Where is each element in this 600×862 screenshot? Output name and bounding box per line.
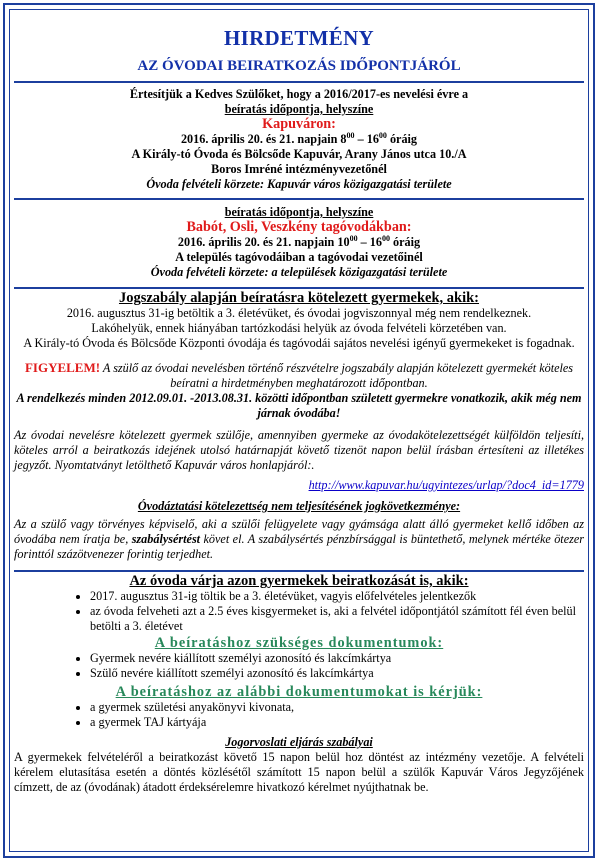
list-item: • az óvoda felveheti azt a 2.5 éves kisgyermeket is, aki a felvétel időpontjától számított fél éven belül betölti a 3. életévet bbox=[90, 604, 584, 634]
section-heading: beíratás időpontja, helyszíne bbox=[224, 205, 374, 219]
section-heading: Jogszabály alapján beíratásra kötelezett gyermekek, akik: bbox=[118, 290, 480, 306]
consequence-heading: Óvodáztatási kötelezettség nem teljesítésének jogkövetkezménye: bbox=[137, 499, 461, 513]
obligation-section bbox=[14, 291, 584, 562]
address: A Király-tó Óvoda és Bölcsőde Kapuvár, Arany János utca 10./A bbox=[131, 147, 467, 161]
abroad-text: Az óvodai nevelésre kötelezett gyermek szülője, amennyiben gyermeke az óvodakötelezettségét külföldön teljesíti, köteles arról a beiratkozás idejének utolsó határnapját követő tizenöt napon belül írásban értesíteni az illetékes jegyzőt. Nyomtatványt letölthető Kapuvár város honlapjáról:. bbox=[14, 428, 584, 472]
district-text: Óvoda felvételi körzete: a települések közigazgatási területe bbox=[150, 265, 448, 279]
district-text: Óvoda felvételi körzete: Kapuvár város közigazgatási területe bbox=[146, 177, 452, 191]
enrollment-date: 2016. április 20. és 21. napjain $10^{00} - 16^{00}$ óráig bbox=[177, 233, 421, 249]
place-name: Kapuváron: bbox=[262, 116, 336, 132]
kapuvar-section bbox=[14, 87, 584, 192]
page-title: HIRDETMÉNY bbox=[223, 26, 374, 50]
list-item: • a gyermek TAJ kártyája bbox=[90, 715, 584, 730]
section-heading: beíratás időpontja, helyszíne bbox=[224, 102, 374, 116]
list-item: • a gyermek születési anyakönyvi kivonata, bbox=[90, 700, 584, 715]
consequence-text: Az a szülő vagy törvényes képviselő, aki a szülői felügyelete vagy gyámsága alatt álló gyermeket kellő időben az óvodába nem íratja be, szabálysértést követ el. A szabálysértés pénzbírsággal is büntethető, melynek mértéke ötezer forinttól százötvenezer forintig terjedhet. bbox=[14, 517, 584, 561]
divider bbox=[14, 570, 584, 572]
divider bbox=[14, 287, 584, 289]
divider bbox=[14, 81, 584, 83]
extra-docs-heading: A beíratáshoz az alábbi dokumentumokat is kérjük: bbox=[115, 684, 483, 700]
other-children-section bbox=[14, 574, 584, 795]
legal-text: A gyermekek felvételéről a beiratkozást követő 15 napon belül hoz döntést az intézmény vezetője. A felvételi kérelem elutasítása esetén a döntés közlésétől számított 15 napon belül a szülők Kapuvár Város Jegyzőjének címzett, de az (óvodának) átadott érdeksérelemre hivatkozó kérelmet nyújthatnak be. bbox=[14, 750, 584, 794]
eligibility-list bbox=[14, 589, 584, 634]
divider bbox=[14, 198, 584, 200]
list-item: • 2017. augusztus 31-ig töltik be a 3. életévüket, vagyis előfelvételes jelentkezők bbox=[90, 589, 584, 604]
section-heading: Az óvoda várja azon gyermekek beiratkozását is, akik: bbox=[129, 573, 469, 589]
url-line bbox=[14, 478, 584, 493]
place-name: Babót, Osli, Veszkény tagóvodákban: bbox=[186, 219, 412, 235]
list-item: • Gyermek nevére kiállított személyi azonosító és lakcímkártya bbox=[90, 651, 584, 666]
warning-label: FIGYELEM! bbox=[24, 360, 101, 375]
announcement-page bbox=[14, 14, 584, 795]
obligation-line: Lakóhelyük, ennek hiányában tartózkodási helyük az óvoda felvételi körzetében van. bbox=[91, 321, 507, 335]
enrollment-date: 2016. április 20. és 21. napjain $8^{00} - 16^{00}$ óráig bbox=[180, 130, 418, 146]
legal-heading: Jogorvoslati eljárás szabályai bbox=[225, 735, 373, 749]
location-text: A település tagóvodáiban a tagóvodai vezetőinél bbox=[175, 250, 423, 264]
obligation-line: 2016. augusztus 31-ig betöltik a 3. életévüket, és óvodai jogviszonnyal még nem rendelkeznek. bbox=[66, 306, 532, 320]
rule-text: A rendelkezés minden 2012.09.01. -2013.08.31. közötti időpontban született gyermekre vonatkozik, akik még nem járnak óvodába! bbox=[16, 391, 582, 420]
docs-heading: A beíratáshoz szükséges dokumentumok: bbox=[154, 635, 444, 651]
contact-person: Boros Imréné intézményvezetőnél bbox=[211, 162, 387, 176]
obligation-line: A Király-tó Óvoda és Bölcsőde Központi óvodája és tagóvodái sajátos nevelési igényű gyermekeket is fogadnak. bbox=[23, 336, 575, 350]
form-download-link[interactable]: http://www.kapuvar.hu/ugyintezes/urlap/?doc4_id=1779 bbox=[308, 478, 584, 492]
list-item: • Szülő nevére kiállított személyi azonosító és lakcímkártya bbox=[90, 666, 584, 681]
warning-text: FIGYELEM! A szülő az óvodai nevelésben történő részvételre jogszabály alapján kötelezett gyermekét köteles beíratni a hirdetményben meghatározott időpontban. bbox=[24, 360, 574, 390]
intro-text: Értesítjük a Kedves Szülőket, hogy a 2016/2017-es nevelési évre a bbox=[129, 87, 469, 101]
page-subtitle: AZ ÓVODAI BEIRATKOZÁS IDŐPONTJÁRÓL bbox=[137, 58, 461, 74]
extra-docs-list bbox=[14, 700, 584, 730]
required-docs-list bbox=[14, 651, 584, 681]
member-kindergartens-section bbox=[14, 205, 584, 280]
